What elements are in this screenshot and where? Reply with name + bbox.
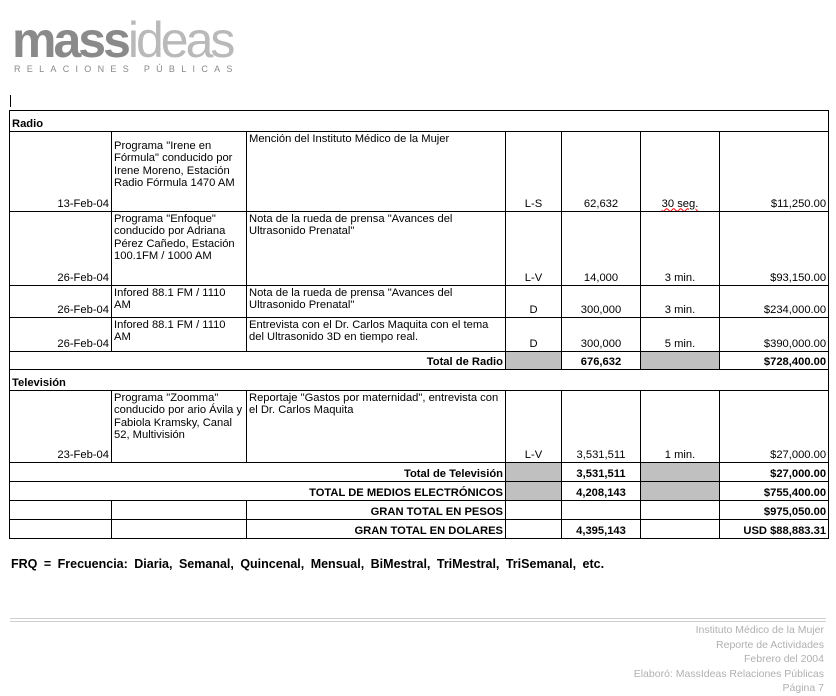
empty-cell	[112, 501, 247, 520]
shaded-cell	[641, 463, 720, 482]
tv-total-row	[10, 463, 829, 482]
row-duration: 3 min.	[641, 212, 720, 286]
footer-line: Elaboró: MassIdeas Relaciones Públicas	[633, 667, 824, 680]
footer-line: Instituto Médico de la Mujer	[695, 624, 824, 636]
radio-total-row	[10, 352, 829, 370]
shaded-cell	[641, 482, 720, 501]
total-label: Total de Televisión	[10, 463, 506, 482]
section-header-tv	[10, 370, 829, 391]
total-audience: 4,208,143	[562, 482, 641, 501]
row-description: Entrevista con el Dr. Carlos Maquita con el tema del Ultrasonido 3D en tiempo real.	[247, 318, 506, 352]
section-header-radio	[10, 111, 829, 132]
row-duration: 1 min.	[641, 391, 720, 463]
empty-cell	[641, 501, 720, 520]
row-cost: $11,250.00	[720, 132, 829, 212]
section-title: Televisión	[10, 370, 829, 391]
shaded-cell	[506, 463, 562, 482]
empty-cell	[10, 520, 112, 539]
total-label: TOTAL DE MEDIOS ELECTRÓNICOS	[10, 482, 506, 501]
row-frequency: L-V	[506, 212, 562, 286]
empty-cell	[506, 501, 562, 520]
table-row	[10, 286, 829, 318]
total-audience: 4,395,143	[562, 520, 641, 539]
row-program: Programa "Zoomma" conducido por ario Ávila y Fabiola Kramsky, Canal 52, Multivisión	[112, 391, 247, 463]
table-row	[10, 391, 829, 463]
row-date: 26-Feb-04	[10, 286, 112, 318]
empty-cell	[641, 520, 720, 539]
text-cursor	[10, 95, 11, 107]
total-cost: $728,400.00	[720, 352, 829, 370]
empty-cell	[112, 520, 247, 539]
footer-page-number: Página 7	[782, 682, 824, 694]
total-audience: 676,632	[562, 352, 641, 370]
total-cost: $27,000.00	[720, 463, 829, 482]
row-program: Infored 88.1 FM / 1110 AM	[112, 286, 247, 318]
section-title: Radio	[10, 111, 829, 132]
footer-line: Febrero del 2004	[744, 653, 824, 665]
total-cost: $755,400.00	[720, 482, 829, 501]
table-row	[10, 132, 829, 212]
frequency-legend: FRQ = Frecuencia: Diaria, Semanal, Quincenal, Mensual, BiMestral, TriMestral, TriSemanal, etc.	[11, 557, 605, 571]
row-audience: 300,000	[562, 318, 641, 352]
row-description: Mención del Instituto Médico de la Mujer	[247, 132, 506, 212]
row-frequency: L-V	[506, 391, 562, 463]
total-label: Total de Radio	[10, 352, 506, 370]
empty-cell	[10, 501, 112, 520]
row-date: 26-Feb-04	[10, 212, 112, 286]
grand-total-dollars-row	[10, 520, 829, 539]
empty-cell	[562, 501, 641, 520]
grand-total-pesos-row	[10, 501, 829, 520]
row-audience: 300,000	[562, 286, 641, 318]
row-audience: 14,000	[562, 212, 641, 286]
row-program: Programa "Irene en Fórmula" conducido por Irene Moreno, Estación Radio Fórmula 1470 AM	[112, 132, 247, 212]
table-row	[10, 318, 829, 352]
logo-wordmark: massideas	[12, 12, 233, 68]
row-cost: $27,000.00	[720, 391, 829, 463]
shaded-cell	[506, 352, 562, 370]
logo-tagline: RELACIONES PÚBLICAS	[14, 64, 239, 74]
total-label: GRAN TOTAL EN PESOS	[247, 501, 506, 520]
row-duration: 30 seg.	[641, 132, 720, 212]
row-description: Nota de la rueda de prensa "Avances del Ultrasonido Prenatal"	[247, 212, 506, 286]
row-description: Reportaje "Gastos por maternidad", entrevista con el Dr. Carlos Maquita	[247, 391, 506, 463]
row-frequency: D	[506, 318, 562, 352]
total-label: GRAN TOTAL EN DOLARES	[247, 520, 506, 539]
row-duration: 3 min.	[641, 286, 720, 318]
row-audience: 3,531,511	[562, 391, 641, 463]
total-audience: 3,531,511	[562, 463, 641, 482]
shaded-cell	[506, 482, 562, 501]
media-total-row	[10, 482, 829, 501]
row-cost: $234,000.00	[720, 286, 829, 318]
footer-line: Reporte de Actividades	[716, 638, 824, 651]
shaded-cell	[641, 352, 720, 370]
row-cost: $390,000.00	[720, 318, 829, 352]
footer-divider	[10, 618, 826, 622]
company-logo	[12, 14, 252, 76]
row-date: 13-Feb-04	[10, 132, 112, 212]
row-date: 26-Feb-04	[10, 318, 112, 352]
row-program: Infored 88.1 FM / 1110 AM	[112, 318, 247, 352]
row-duration: 5 min.	[641, 318, 720, 352]
empty-cell	[506, 520, 562, 539]
total-cost: $975,050.00	[720, 501, 829, 520]
page-footer	[634, 623, 824, 696]
row-cost: $93,150.00	[720, 212, 829, 286]
media-report-table	[9, 110, 829, 539]
row-audience: 62,632	[562, 132, 641, 212]
row-frequency: L-S	[506, 132, 562, 212]
table-row	[10, 212, 829, 286]
row-program: Programa "Enfoque" conducido por Adriana Pérez Cañedo, Estación 100.1FM / 1000 AM	[112, 212, 247, 286]
row-description: Nota de la rueda de prensa "Avances del Ultrasonido Prenatal"	[247, 286, 506, 318]
row-frequency: D	[506, 286, 562, 318]
total-cost: USD $88,883.31	[720, 520, 829, 539]
row-date: 23-Feb-04	[10, 391, 112, 463]
